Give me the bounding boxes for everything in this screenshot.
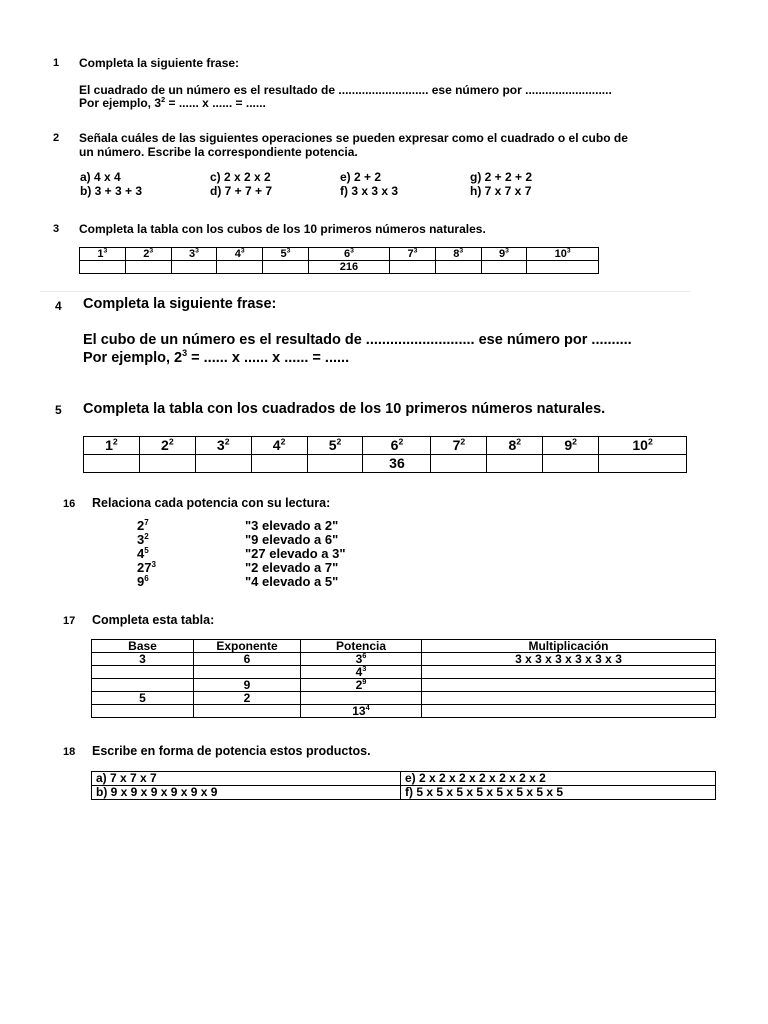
answer-cell[interactable]: 36: [363, 455, 431, 473]
matching-list: [137, 519, 405, 589]
operation-item: c) 2 x 2 x 2: [210, 170, 271, 184]
exponente-cell[interactable]: [194, 666, 301, 679]
question-title: Completa la siguiente frase:: [79, 56, 240, 70]
header-cell: Base: [92, 640, 194, 653]
question-title: Completa la tabla con los cubos de los 10 primeros números naturales.: [79, 222, 486, 236]
table-row: [92, 692, 716, 705]
header-cell: $8^3$: [435, 248, 481, 261]
question-number: 5: [55, 403, 62, 417]
answer-cell[interactable]: [487, 455, 543, 473]
power-item: $3^2$: [137, 531, 149, 547]
squares-table: [83, 436, 687, 473]
header-cell: $9^3$: [481, 248, 527, 261]
multiplicacion-cell[interactable]: 3 x 3 x 3 x 3 x 3 x 3: [422, 653, 716, 666]
answer-cell[interactable]: [251, 455, 307, 473]
header-cell: Exponente: [194, 640, 301, 653]
exponente-cell[interactable]: 9: [194, 679, 301, 692]
table-row: [92, 666, 716, 679]
example-prefix: Por ejemplo, 3: [79, 96, 162, 110]
answer-cell[interactable]: [195, 455, 251, 473]
header-cell: $6^3$: [308, 248, 389, 261]
operation-item: e) 2 + 2: [340, 170, 382, 184]
table-header-row: [80, 248, 599, 261]
question-number: 2: [53, 132, 60, 144]
reading-item: "27 elevado a 3": [245, 546, 346, 561]
sentence-line: El cubo de un número es el resultado de ........................... ese número por ..........: [83, 332, 632, 348]
answer-cell[interactable]: [307, 455, 363, 473]
question-number: 4: [55, 299, 62, 313]
question-number: 17: [63, 615, 76, 627]
power-item: $2^7$: [137, 517, 149, 533]
table-row: [92, 786, 716, 800]
header-cell: $10^3$: [527, 248, 599, 261]
example-exponent: 2: [161, 95, 166, 105]
reading-item: "3 elevado a 2": [245, 518, 339, 533]
operation-item: h) 7 x 7 x 7: [470, 184, 532, 198]
products-table: [91, 771, 716, 800]
answer-cell[interactable]: [481, 261, 527, 274]
exponente-cell[interactable]: [194, 705, 301, 718]
potencia-cell[interactable]: $13^4$: [301, 705, 422, 718]
answer-cell[interactable]: [263, 261, 309, 274]
answer-cell[interactable]: [217, 261, 263, 274]
potencia-cell[interactable]: $4^3$: [301, 666, 422, 679]
question-title-continued: un número. Escribe la correspondiente potencia.: [79, 145, 358, 159]
example-line: [79, 96, 266, 110]
power-item: $4^5$: [137, 545, 149, 561]
question-title: Completa la siguiente frase:: [83, 296, 277, 312]
potencias-table: [91, 639, 716, 718]
reading-item: "2 elevado a 7": [245, 560, 339, 575]
question-number: 3: [53, 223, 60, 235]
product-cell[interactable]: f) 5 x 5 x 5 x 5 x 5 x 5 x 5 x 5: [401, 786, 716, 800]
answer-cell[interactable]: [171, 261, 217, 274]
potencia-cell[interactable]: $3^6$: [301, 653, 422, 666]
product-cell[interactable]: a) 7 x 7 x 7: [92, 772, 401, 786]
multiplicacion-cell[interactable]: [422, 692, 716, 705]
question-title: Completa la tabla con los cuadrados de los 10 primeros números naturales.: [83, 401, 606, 417]
answer-cell[interactable]: [599, 455, 687, 473]
question-number: 1: [53, 57, 60, 69]
header-cell: $9^2$: [543, 437, 599, 455]
potencia-cell[interactable]: [301, 692, 422, 705]
question-title: Señala cuáles de las siguientes operaciones se pueden expresar como el cuadrado o el cubo de: [79, 131, 628, 145]
question-number: 16: [63, 498, 76, 510]
cubes-table: [79, 247, 599, 274]
header-cell: $2^3$: [125, 248, 171, 261]
operation-item: a) 4 x 4: [80, 170, 121, 184]
table-answer-row: [84, 455, 687, 473]
reading-item: "4 elevado a 5": [245, 574, 339, 589]
example-line: [83, 350, 349, 366]
base-cell[interactable]: [92, 679, 194, 692]
example-suffix: = ...... x ...... x ...... = ......: [187, 350, 350, 366]
header-cell: $2^2$: [139, 437, 195, 455]
operation-item: g) 2 + 2 + 2: [470, 170, 533, 184]
operation-item: b) 3 + 3 + 3: [80, 184, 143, 198]
answer-cell[interactable]: [435, 261, 481, 274]
answer-cell[interactable]: [80, 261, 126, 274]
base-cell[interactable]: [92, 666, 194, 679]
exponente-cell[interactable]: 6: [194, 653, 301, 666]
header-cell: $8^2$: [487, 437, 543, 455]
answer-cell[interactable]: [543, 455, 599, 473]
potencia-cell[interactable]: $2^9$: [301, 679, 422, 692]
operations-list: [80, 170, 600, 198]
header-cell: $7^2$: [431, 437, 487, 455]
example-exponent: 3: [182, 348, 188, 359]
multiplicacion-cell[interactable]: [422, 705, 716, 718]
sentence-line: El cuadrado de un número es el resultado de ........................... ese número por ..........................: [79, 83, 612, 97]
table-row: [92, 705, 716, 718]
header-cell: $6^2$: [363, 437, 431, 455]
header-cell: $10^2$: [599, 437, 687, 455]
product-cell[interactable]: e) 2 x 2 x 2 x 2 x 2 x 2 x 2: [401, 772, 716, 786]
power-item: $9^6$: [137, 573, 149, 589]
exponente-cell[interactable]: 2: [194, 692, 301, 705]
table-row: [92, 653, 716, 666]
question-title: Escribe en forma de potencia estos productos.: [92, 744, 371, 758]
answer-cell[interactable]: [431, 455, 487, 473]
product-cell[interactable]: b) 9 x 9 x 9 x 9 x 9 x 9: [92, 786, 401, 800]
table-row: [92, 772, 716, 786]
header-cell: $5^2$: [307, 437, 363, 455]
header-cell: Potencia: [301, 640, 422, 653]
table-header-row: [92, 640, 716, 653]
operation-item: f) 3 x 3 x 3: [340, 184, 399, 198]
question-title: Relaciona cada potencia con su lectura:: [92, 496, 331, 510]
example-suffix: = ...... x ...... = ......: [165, 96, 266, 110]
multiplicacion-cell[interactable]: [422, 666, 716, 679]
header-cell: $5^3$: [263, 248, 309, 261]
multiplicacion-cell[interactable]: [422, 679, 716, 692]
header-cell: $1^3$: [80, 248, 126, 261]
question-title: Completa esta tabla:: [92, 613, 215, 627]
answer-cell[interactable]: [527, 261, 599, 274]
answer-cell[interactable]: [84, 455, 140, 473]
base-cell[interactable]: [92, 705, 194, 718]
base-cell[interactable]: 5: [92, 692, 194, 705]
answer-cell[interactable]: [390, 261, 436, 274]
header-cell: $4^3$: [217, 248, 263, 261]
header-cell: $3^3$: [171, 248, 217, 261]
reading-item: "9 elevado a 6": [245, 532, 339, 547]
header-cell: Multiplicación: [422, 640, 716, 653]
answer-cell[interactable]: [139, 455, 195, 473]
operation-item: d) 7 + 7 + 7: [210, 184, 273, 198]
answer-cell[interactable]: [125, 261, 171, 274]
table-answer-row: [80, 261, 599, 274]
answer-cell[interactable]: 216: [308, 261, 389, 274]
header-cell: $7^3$: [390, 248, 436, 261]
power-item: $27^3$: [137, 559, 156, 575]
example-prefix: Por ejemplo, 2: [83, 350, 183, 366]
header-cell: $1^2$: [84, 437, 140, 455]
header-cell: $4^2$: [251, 437, 307, 455]
table-row: [92, 679, 716, 692]
question-number: 18: [63, 746, 76, 758]
table-header-row: [84, 437, 687, 455]
header-cell: $3^2$: [195, 437, 251, 455]
section-divider: [40, 291, 690, 292]
base-cell[interactable]: 3: [92, 653, 194, 666]
